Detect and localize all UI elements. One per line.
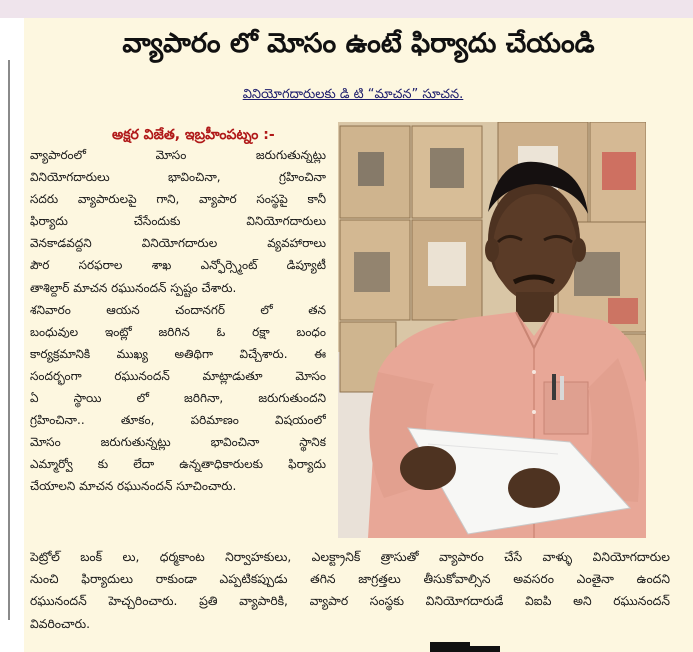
dateline: అక్షర విజేత, ఇబ్రహీంపట్నం :- (112, 127, 275, 143)
column-rule (8, 60, 10, 620)
body-line: సందర్భంగా రఘునందన్ మాట్లాడుతూ మోసం (30, 368, 326, 383)
article-body-wide (30, 546, 670, 635)
next-headline-fragment (430, 638, 550, 652)
body-line: పౌర సరఫరాల శాఖ ఎన్ఫోర్స్మెంట్ డిప్యూటీ (30, 258, 326, 273)
article-body-column (30, 144, 326, 498)
subheading: వినియోగదారులకు డి టి “మాచన” సూచన. (242, 87, 464, 102)
body-line: నుంచి ఫిర్యాదులు రాకుండా ఎప్పటికప్పుడు తగిన జాగ్రత్తలు తీసుకోవాల్సిన అవసరం ఎంతైనా ఉందని (30, 572, 670, 587)
body-line: గ్రహించినా.. తూకం, పరిమాణం విషయంలో (30, 413, 326, 428)
body-line: చేయాలని మాచన రఘునందన్ సూచించారు. (30, 479, 237, 494)
body-line: ఏ స్థాయి లో జరిగినా, జరుగుతుందని (30, 391, 326, 406)
body-line: కార్యక్రమానికి ముఖ్య అతిథిగా విచ్చేశారు. ఈ (30, 346, 326, 361)
top-strip (0, 0, 693, 18)
body-line: సదరు వ్యాపారులపై గాని, వ్యాపార సంస్థపై కానీ (30, 192, 326, 207)
body-line: ఫిర్యాదు చేసేందుకు వినియోగదారులు (30, 214, 326, 229)
body-line: రఘునందన్ హెచ్చరించారు. ప్రతి వ్యాపారికి, వ్యాపార సంస్థకు వినియోగదారుడే విఐపి అని రఘునందన్ (30, 594, 670, 609)
body-line: వివరించారు. (30, 616, 91, 631)
body-line: పెట్రోల్ బంక్ లు, ధర్మకాంట నిర్వాహకులు, ఎలక్ట్రానిక్ త్రాసుతో వ్యాపారం చేసే వాళ్ళు వినియోగదారుల (30, 550, 670, 564)
headline: వ్యాపారం లో మోసం ఉంటే ఫిర్యాదు చేయండి (122, 28, 595, 59)
body-line: వ్యాపారంలో మోసం జరుగుతున్నట్లు (30, 148, 326, 162)
body-line: మోసం జరుగుతున్నట్లు భావించినా స్థానిక (30, 435, 326, 450)
news-photo (338, 122, 646, 538)
body-line: బంధువుల ఇంట్లో జరిగిన ఓ రక్షా బంధం (30, 324, 326, 339)
body-line: ఎమ్మార్వో కు లేదా ఉన్నతాధికారులకు ఫిర్యాదు (30, 457, 326, 472)
body-line: వెనకాడవద్దని వినియోగదారుల వ్యవహారాలు (30, 236, 326, 251)
body-line: శనివారం ఆయన చందానగర్ లో తన (30, 302, 326, 317)
body-line: వినియోగదారులు భావించినా, గ్రహించినా (30, 170, 326, 185)
body-line: తాశిల్దార్ మాచన రఘునందన్ స్పష్టం చేశారు. (30, 280, 237, 295)
